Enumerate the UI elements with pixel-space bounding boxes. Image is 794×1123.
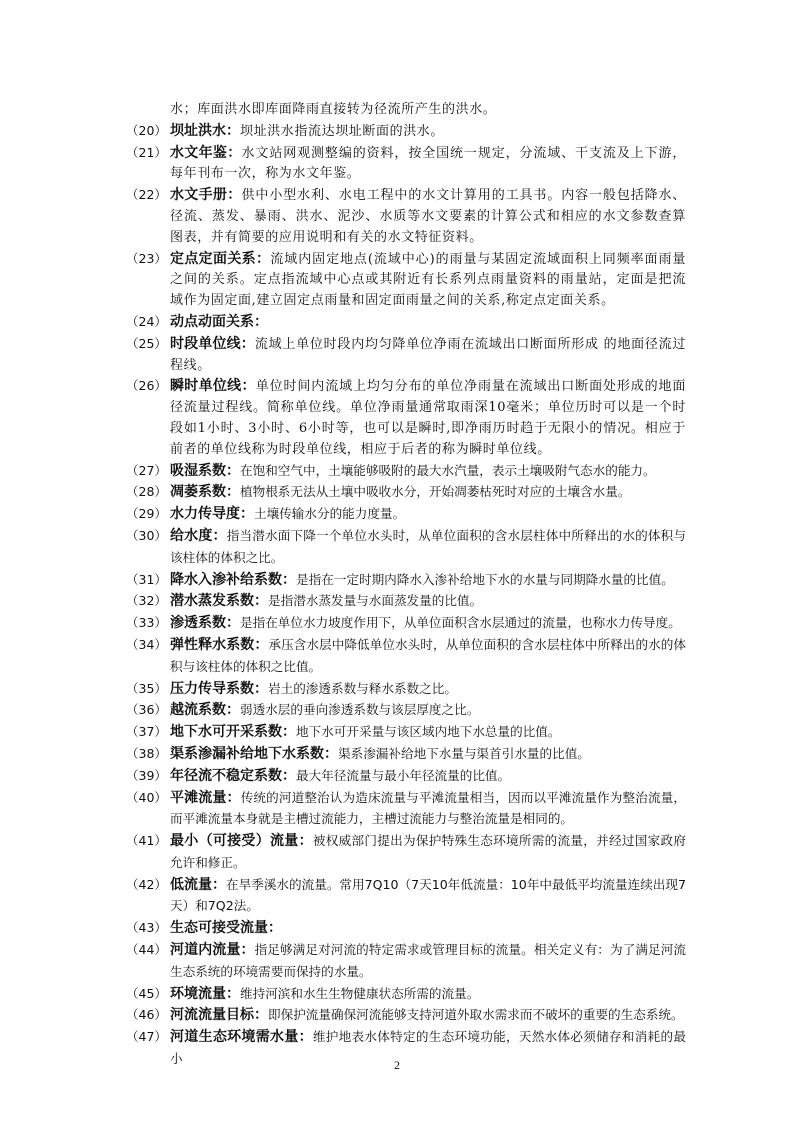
entry-colon: ：: [282, 767, 296, 784]
glossary-entry: [126, 831, 686, 875]
glossary-entry: [126, 700, 686, 722]
entry-number: （27）: [126, 462, 167, 478]
entry-term: 坝址洪水: [170, 122, 226, 139]
entry-term: 压力传导系数: [170, 680, 254, 697]
entry-definition: 岩土的渗透系数与释水系数之比。: [268, 680, 457, 696]
entry-term: 水力传导度: [170, 506, 240, 523]
entry-colon: ：: [298, 1029, 313, 1046]
entry-body: [170, 984, 686, 1006]
entry-body: [170, 700, 686, 722]
entry-definition: 在饱和空气中，土壤能够吸附的最大水汽量，表示土壤吸附气态水的能力。: [240, 462, 656, 478]
entry-body: [170, 940, 686, 984]
entry-definition: 承压含水层中降低单位水头时，从单位面积的含水层柱体中所释出的水的体积与该柱体的体积之比值。: [170, 636, 687, 674]
entry-colon: ：: [282, 571, 296, 588]
entry-term: 凋萎系数: [170, 484, 226, 501]
entry-colon: ：: [226, 789, 241, 806]
entry-colon: ：: [254, 593, 268, 610]
entry-body: [170, 121, 686, 143]
entry-definition: 是指潜水蒸发量与水面蒸发量的比值。: [268, 593, 483, 609]
entry-body: [170, 591, 686, 613]
entry-term: 平滩流量: [170, 789, 227, 806]
entry-definition: 在旱季溪水的流量。常用7Q10（7天10年低流量：10年中最低平均流量连续出现7天）和7Q2法。: [170, 876, 687, 914]
entry-colon: ：: [212, 876, 227, 893]
entry-term: 潜水蒸发系数: [170, 593, 254, 610]
entry-body: [170, 376, 686, 460]
entry-body: [170, 312, 686, 334]
entry-term: 时段单位线: [170, 335, 241, 352]
entry-definition: 地下水可开采量与该区域内地下水总量的比值。: [296, 724, 561, 740]
entry-colon: ：: [254, 1007, 268, 1024]
entry-definition: 维持河滨和水生生物健康状态所需的流量。: [240, 985, 480, 1001]
entry-term: 渗透系数: [170, 615, 226, 632]
glossary-entry: [126, 334, 686, 377]
entry-number: （29）: [126, 506, 167, 522]
entry-definition: 是指在单位水力坡度作用下，从单位面积含水层通过的流量，也称水力传导度。: [240, 615, 681, 631]
entry-number: （45）: [126, 985, 167, 1001]
entry-body: [170, 744, 686, 766]
entry-colon: ：: [298, 833, 313, 850]
entry-definition: 维护地表水体特定的生态环境功能，天然水体必须储存和消耗的最小: [170, 1029, 687, 1067]
entry-colon: ：: [227, 187, 242, 204]
entry-number: （21）: [126, 144, 167, 160]
glossary-entry: [126, 744, 686, 766]
entry-term: 最小（可接受）流量: [170, 833, 299, 850]
entry-body: [170, 249, 686, 312]
entry-term: 弹性释水系数: [170, 636, 255, 653]
page-number: 2: [394, 1058, 400, 1072]
entry-colon: ：: [226, 484, 240, 501]
entry-colon: ：: [256, 250, 271, 267]
glossary-list: [126, 100, 686, 1071]
glossary-entry: [126, 376, 686, 460]
entry-term: 河道内流量: [170, 942, 241, 959]
entry-colon: ：: [254, 636, 269, 653]
entry-term: 动点动面关系: [170, 313, 254, 330]
entry-body: [170, 185, 686, 248]
entry-body: [170, 875, 686, 919]
entry-definition: 坝址洪水指流达坝址断面的洪水。: [240, 123, 445, 139]
entry-number: （22）: [126, 187, 167, 203]
entry-number: （41）: [126, 833, 167, 849]
entry-term: 水文年鉴: [170, 144, 228, 161]
entry-number: （24）: [126, 313, 167, 329]
entry-number: （37）: [126, 724, 167, 740]
entry-term: 瞬时单位线: [170, 378, 242, 395]
glossary-entry: [126, 482, 686, 504]
entry-definition: 植物根系无法从土壤中吸收水分，开始凋萎枯死时对应的土壤含水量。: [240, 484, 631, 500]
entry-term: 河流流量目标: [170, 1007, 254, 1024]
entry-colon: ：: [254, 313, 268, 330]
entry-number: （44）: [126, 942, 167, 958]
entry-term: 年径流不稳定系数: [170, 767, 282, 784]
entry-colon: ：: [226, 462, 240, 479]
entry-term: 吸湿系数: [170, 462, 226, 479]
entry-number: （25）: [126, 335, 167, 351]
entry-definition: 流域上单位时段内均匀降单位净雨在流域出口断面所形成 的地面径流过程线。: [170, 336, 686, 373]
entry-body: [170, 788, 686, 832]
entry-number: （26）: [126, 378, 167, 394]
entry-definition: 指当潜水面下降一个单位水头时，从单位面积的含水层柱体中所释出的水的体积与该柱体的体积之比。: [170, 527, 687, 565]
glossary-entry: [126, 635, 686, 679]
glossary-entry: [126, 121, 686, 143]
entry-body: [170, 766, 686, 788]
entry-number: （39）: [126, 767, 167, 783]
entry-colon: ：: [241, 378, 256, 395]
entry-colon: ：: [324, 745, 338, 762]
entry-body: [170, 613, 686, 635]
entry-colon: ：: [226, 122, 240, 139]
entry-body: [170, 1005, 686, 1027]
entry-body: [170, 504, 686, 526]
glossary-entry: [126, 613, 686, 635]
entry-number: （20）: [126, 122, 167, 138]
entry-definition: 单位时间内流域上均匀分布的单位净雨量在流域出口断面处形成的地面径流量过程线。简称单位线。单位净雨量通常取雨深10毫米；单位历时可以是一个时段如1小时、3小时、6小时等，也可以是瞬时,即净雨历时趋于无限小的情况。相应于前者的单位线称为时段单位线，相应于后者的称为瞬时单位线。: [170, 379, 687, 457]
entry-colon: ：: [226, 702, 240, 719]
glossary-entry: [126, 143, 686, 186]
entry-term: 环境流量: [170, 985, 226, 1002]
entry-body: [170, 334, 686, 377]
entry-definition: 被权威部门提出为保护特殊生态环境所需的流量，并经过国家政府允许和修正。: [170, 833, 687, 870]
entry-body: [170, 570, 686, 592]
entry-number: （34）: [126, 636, 167, 652]
entry-number: （32）: [126, 593, 167, 609]
glossary-entry: [126, 312, 686, 334]
continued-text: 水；库面洪水即库面降雨直接转为径流所产生的洪水。: [170, 102, 497, 117]
glossary-entry: [126, 788, 686, 832]
glossary-entry: [126, 591, 686, 613]
entry-colon: ：: [254, 680, 268, 697]
glossary-entry: [126, 185, 686, 248]
entry-number: （38）: [126, 745, 167, 761]
entry-body: [170, 482, 686, 504]
entry-definition: 流域内固定地点(流域中心)的雨量与某固定流域面积上同频率面雨量之间的关系。定点指流域中心点或其附近有长系列点雨量资料的雨量站，定面是把流域作为固定面,建立固定点雨量和固定面雨量之间的关系,称定点定面关系。: [170, 251, 687, 309]
entry-colon: ：: [282, 724, 296, 741]
entry-colon: ：: [240, 942, 255, 959]
entry-number: （40）: [126, 789, 167, 805]
entry-term: 定点定面关系: [170, 250, 256, 267]
entry-definition: 即保护流量确保河流能够支持河道外取水需求而不破坏的重要的生态系统。: [268, 1007, 684, 1023]
glossary-entry: [126, 679, 686, 701]
entry-term: 越流系数: [170, 702, 226, 719]
entry-definition: 最大年径流量与最小年径流量的比值。: [296, 767, 511, 783]
entry-definition: 是指在一定时期内降水入渗补给地下水的水量与同期降水量的比值。: [296, 571, 674, 587]
entry-term: 河道生态环境需水量: [170, 1029, 299, 1046]
entry-colon: ：: [212, 527, 227, 544]
entry-number: （43）: [126, 920, 167, 936]
entry-number: （28）: [126, 484, 167, 500]
entry-colon: ：: [240, 335, 255, 352]
entry-body: [170, 635, 686, 679]
entry-number: （47）: [126, 1029, 167, 1045]
entry-body: [170, 918, 686, 940]
glossary-entry: [126, 984, 686, 1006]
entry-body: [170, 831, 686, 875]
glossary-entry: [126, 766, 686, 788]
entry-definition: 传统的河道整治认为造床流量与平滩流量相当，因而以平滩流量作为整治流量，而平滩流量本身就是主槽过流能力，主槽过流能力与整治流量是相同的。: [170, 789, 687, 827]
entry-colon: ：: [226, 615, 240, 632]
entry-term: 生态可接受流量: [170, 920, 268, 937]
glossary-entry: [126, 918, 686, 940]
entry-colon: ：: [240, 506, 254, 523]
glossary-entry: [126, 940, 686, 984]
entry-colon: ：: [226, 985, 240, 1002]
entry-number: （46）: [126, 1007, 167, 1023]
glossary-entry: [126, 722, 686, 744]
entry-definition: 弱透水层的垂向渗透系数与该层厚度之比。: [240, 702, 480, 718]
entry-number: （35）: [126, 680, 167, 696]
entry-number: （33）: [126, 615, 167, 631]
glossary-entry: [126, 526, 686, 570]
glossary-entry: [126, 461, 686, 483]
entry-body: [170, 526, 686, 570]
glossary-entry: [126, 504, 686, 526]
entry-body: [170, 679, 686, 701]
entry-colon: ：: [227, 144, 242, 161]
entry-definition: 指足够满足对河流的特定需求或管理目标的流量。相关定义有：为了满足河流生态系统的环境需要而保持的水量。: [170, 942, 687, 979]
entry-definition: 供中小型水利、水电工程中的水文计算用的工具书。内容一般包括降水、径流、蒸发、暴雨、洪水、泥沙、水质等水文要素的计算公式和相应的水文参数查算图表，并有简要的应用说明和有关的水文特征资料。: [170, 188, 687, 245]
entry-body: [170, 461, 686, 483]
entry-term: 地下水可开采系数: [170, 724, 282, 741]
entry-definition: 土壤传输水分的能力度量。: [254, 506, 406, 522]
entry-definition: 水文站网观测整编的资料，按全国统一规定，分流域、干支流及上下游，每年刊布一次，称为水文年鉴。: [170, 145, 687, 182]
entry-term: 低流量: [170, 876, 213, 893]
entry-definition: 渠系渗漏补给地下水量与渠首引水量的比值。: [338, 745, 590, 761]
glossary-entry: [126, 1005, 686, 1027]
entry-number: （23）: [126, 250, 167, 266]
entry-term: 给水度: [170, 527, 213, 544]
entry-number: （30）: [126, 527, 167, 543]
entry-colon: ：: [268, 920, 282, 937]
glossary-entry: [126, 249, 686, 312]
entry-body: [170, 722, 686, 744]
entry-number: （42）: [126, 876, 167, 892]
glossary-entry: [126, 570, 686, 592]
glossary-entry: [126, 875, 686, 919]
entry-body: [170, 143, 686, 186]
entry-number: （36）: [126, 702, 167, 718]
entry-term: 渠系渗漏补给地下水系数: [170, 745, 324, 762]
entry-number: （31）: [126, 571, 167, 587]
entry-term: 降水入渗补给系数: [170, 571, 282, 588]
entry-term: 水文手册: [170, 187, 228, 204]
